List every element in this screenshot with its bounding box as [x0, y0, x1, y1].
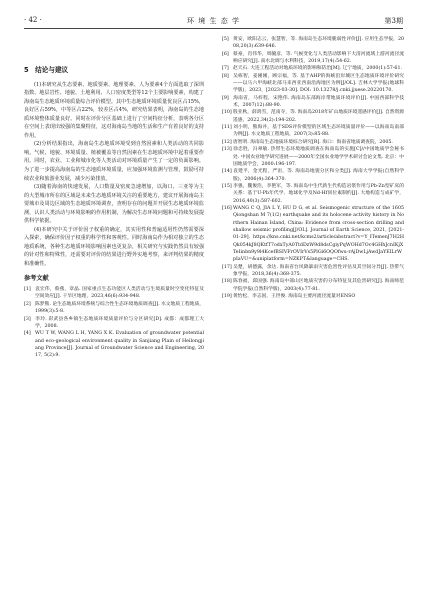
reference-item: [13]徐忠胜，冯翠敏. 热带生态环境地质调查在海南岛的实施[C]//中国地质学会秘书处. 中国农业地学研究进展——2000年全国农业地学学术研讨会论文集. 北京：中国地质学会，2000:196-197. [222, 147, 404, 167]
reference-item: [7] 赵天石. 大连工程活动对地质环境的影响和防治[M]. 辽宁地质，2000(1):57-61. [222, 66, 402, 72]
journal-title: 环 境 生 态 学 [187, 17, 240, 25]
reference-item: [6] 蔡豪，肖伟华，周毓彦，等. 气候变化与人类活动影响下大清河流域上游河流径流响应研究[J]. 南水北调与水利科技，2019,17(4):54-62. [222, 51, 404, 65]
reference-item: [18]陈春福，邱国强. 海南岛中部山区地质灾害的分布特征及其危害研究[J]. 海南师范学院学报(自然科学版)，2003(4):77-81. [222, 279, 404, 292]
page-number: · 42 · [24, 16, 42, 24]
reference-item: [17]吴楚，胡德露，余达. 海南省台风降暴雨灾害危害性评估及其空间分异[J]. 热带气象学报，2018,36(4):368-375. [222, 264, 404, 277]
reference-item: [2] 陈梦熊. 论生态地质环境系统与综合性生态环境地质调查[J]. 水文地质工程地质，1999(3):5-8. [24, 301, 204, 315]
reference-item: [19]黄怡松，李志国，王世俊. 海南岛主要河流径流量对ENSO [222, 294, 356, 300]
reference-item: [10]殷亚秋，薛鸿雪，范南寺，等. 海南岛2018年矿山地质环境遥感评价[J]. 自然资源遥感，2022,34(2):194-202. [222, 110, 404, 123]
reference-item: [16]WANG C Q, JIA L Y, HU D G, et al. Seismogenic structure of the 1605 Qiongshan M 7(1/2) earthquake and its holocene activity history in Northern Hainan Island, China: Evidence from cross-section drilling and shallow seismic profiling[J/OL]. Journal of Earth Science, 2021, [2021-01-29]. https://kns.cnki.net/kcms2/article/abstract?v=Y_ITemenJ7H2HQk054kJ8QKtfT7odxTyA0TtdDzW9d8dsCgiyPqWOHd7Oc4GHhJcnIKjXTeIinbn9y9l4KcefBSIVFrOVIrVs5PlGi6OQOfwu-rAjDwLjAwdJaYEILrWpIaVU=&uniplatform=NZKPT&language=CHS. [222, 205, 404, 263]
conclusion-paragraph-4: (4)本研究中关于评价因子权重的确定，其实用性和普遍适用性仍然需要深入探索，确保评价因子权重的科学性和客观性。同时海南岛作为相对独立的生态地质系统，各种生态地质环境影响因素也更复杂，相关研究与实践仍然具有较强的针对性和特殊性，还需要对评价的结果进行野外实地考察，来评判结果的精度和准确性。 [24, 226, 204, 268]
left-column [24, 36, 204, 360]
running-header [24, 14, 403, 29]
reference-item: [12]唐智明. 海南岛生态地质环境综合研究[R]. 海口：海南省地质调查院，2005. [222, 139, 393, 145]
reference-item: [15]李强，魏俊浩，李艳军，等. 海南岛中生代新生代构造岩浆作用与Pb-Zn型矿床的关系：基于U-Pb年代学、地球化学及Nd-Hf同位素制约[J]. 大地构造与成矿学，2016,40(3):587-602. [222, 183, 404, 204]
issue-number: 第3期 [384, 17, 403, 25]
reference-item: [5] 黄安，欧阳志云，张慧智，等. 海南岛生态环境脆弱性评价[J]. 应用生态学报，2008,20(3):639-646. [222, 37, 404, 50]
section-heading: 5 结论与建议 [24, 66, 69, 74]
reference-item: [11]刘小明，熊海井，基于SDS评价模型的区域生态环境质量评价——以海南岛南部为例[J]. 水文地质工程地质，2007(3):85-88. [222, 125, 404, 138]
reference-item: [14]袁建平，金光程，严宙，等. 海南岛地貌分区和分类[J]. 海南大学学报(自然科学版)，2006(4):364-370. [222, 169, 404, 182]
reference-item: [3] 李玲. 彩武县各乡镇生态地质环境质量评价与分区研究[D]. 成都：成都理工大学，2008. [24, 316, 204, 329]
references-list-right [222, 36, 404, 300]
references-heading: 参考文献 [24, 274, 49, 282]
conclusion-paragraph-1: (1)本研究从生态要素、地质要素、地理要素、人为要素4个方面选取了深圳指数、地层岩性、地貌、土地利用、人口密度类型等12个主要影响要素，构建了海南岛生态地质环境质量综合评价模型。其中生态地质环境质量优良区占15%，良好区占59%，中等区占22%，较差区占4%，研究结果表明，海南岛的生态地质环境整体质量良好。同时在评价分区基础上进行了空间特征分析，表明各分区在空间上表现出较强的集聚特征，这对海南岛当地的生活和生产有着良好的支持作用。 [24, 81, 204, 139]
reference-item: [8] 吴栋智，姜刚刚，顾宗福，等. 基于AHP的海峡沿岸城区生态地质环境评价研究——以马六甲海峡北部马来西亚西南沿海地区为例[J/OL]. 吉林大学学报(地球科学版)，2023，[2023-03-30]. DOI: 10.13278/j.cnki.jjuese.20220170. [222, 73, 404, 94]
reference-item: [1] 袁宏伟，蔡燕，章晶. 国家重点生态功能区人类活动与生境质量时空变化特征及空间效应[J]. 干旱区地理，2023,46(6):934-948. [24, 287, 204, 300]
references-list-left [24, 286, 204, 359]
conclusion-paragraph-2: (2)分析结果指出，海南岛生态地质环境受到自然因素和人类活动的共同影响。气候、地貌、环境质量、植被覆盖等自然因素在生态地质环境中起着重要作用。同时，农业、工业和城市化等人类活动对环境质量产生了一定的负面影响。为了进一步提高海南岛的生态地质环境质量，应加强环境监测与管理，鼓励可持续农业和旅游业发展，减少污染排放。 [24, 141, 204, 182]
reference-item: [4] WU T W, WANG L H, YANG X K. Evaluation of groundwater potential and eco-geological environment quality in Sanjiang Plain of Heilongjiang Province[J]. Journal of Groundwater Science and Engineering, 2017, 5(2):9. [24, 331, 204, 359]
conclusion-paragraph-3: (3)随着海南的快速发展，人口数量及密度急速增加，以海口、三亚等为主的大型城市所在的区域是未来生态地质环境关注的重要地方，建议开展海南岛主要城市及周边区域的生态地质环境调查，查明存在的问题并开展生态地质环境监测，认识人类活动与环境影响的作用机制，为解决生态环境问题和可持续发展提供科学依据。 [24, 184, 204, 225]
reference-item: [9] 海南省，马梓程，宋艳伟. 海南岛东部海岸带地质环境评价[J]. 中国西部科学技术，2007(12):88-90. [222, 95, 404, 109]
